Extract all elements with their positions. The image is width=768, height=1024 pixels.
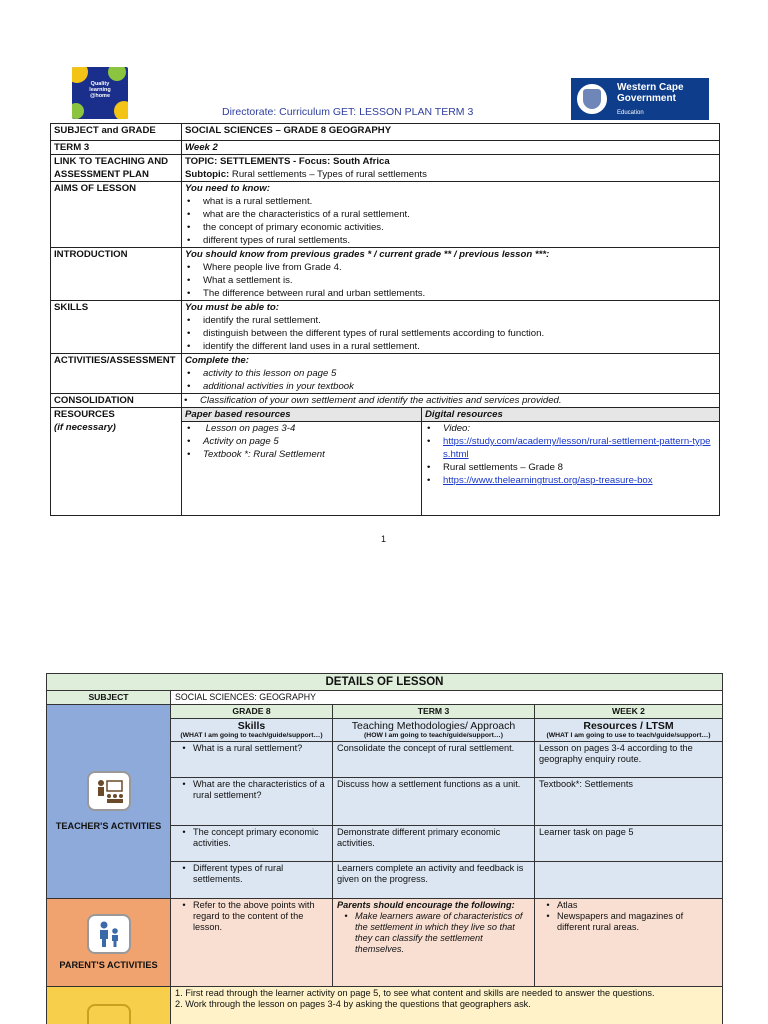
lesson-plan-table: SUBJECT and GRADE SOCIAL SCIENCES – GRADE 8 GEOGRAPHY TERM 3 Week 2 LINK TO TEACHING AND ASSESSMENT PLAN TOPIC: SETTLEMENTS - Focus: South Africa Subtopic: Rural settlements – Types of rural settlements AIMS OF LESSON You need to know: • what is a rural settlement. • what are the characteristics of a rural settlement. • the concept of primary economic activities. • different types of rural settlements. INTRODUCTION You should know from previous grades * / current grade ** / previous lesson ***: • Where people live from Grade 4. • What a settlement is. • The difference between rural and urban settlements. SKILLS You must be able to: • identify the rural settlement. • distinguish between the different types of rural settlements according to function. • identify the different land uses in a rural settlement. ACTIVITIES/ASSESSMENT Complete the: • activity to this lesson on page 5 • additional activities in your textbook CONSOLIDATION • Classification of your own settlement and identify the activities and services provided. RESOURCES (if necessary) Paper based resources • Lesson on pages 3-4 • Activity on page 5 • Textbook *: Rural Settlement Digital resources • Video: • https://study.com/academy/lesson/rural-settlement-pattern-types.html • Rural settlements – Grade 8 • https://www.thelearningtrust.org/asp-treasure-box xyxy=(50,123,720,516)
intro-heading: You should know from previous grades * / current grade ** / previous lesson ***: xyxy=(185,249,550,260)
term-value: Week 2 xyxy=(182,141,720,155)
list-item: • the concept of primary economic activities. xyxy=(187,222,384,233)
logo-blob xyxy=(114,101,128,119)
logo-text: Quality learning @home xyxy=(89,81,111,99)
list-item: • additional activities in your textbook xyxy=(187,381,354,392)
parent-skill: Refer to the above points with regard to the content of the lesson. xyxy=(193,900,315,932)
teacher-activities-label: TEACHER'S ACTIVITIES xyxy=(55,821,162,831)
quality-learning-logo xyxy=(72,67,128,119)
learner-step-2: 2. Work through the lesson on pages 3-4 by asking the questions that geographers ask. xyxy=(175,999,531,1009)
paper-resources-heading: Paper based resources xyxy=(182,408,421,422)
list-item: • Atlas xyxy=(546,900,578,910)
list-item: • Rural settlements – Grade 8 xyxy=(427,462,563,473)
consolidation-label: CONSOLIDATION xyxy=(51,394,182,408)
list-item: • what is a rural settlement. xyxy=(187,196,313,207)
table-row: • What is a rural settlement? Consolidate the concept of rural settlement. Lesson on pages 3-4 according to the geography enquiry route. xyxy=(47,742,723,778)
logo-blob xyxy=(72,103,84,119)
crest-icon xyxy=(575,82,609,116)
list-item: • identify the different land uses in a rural settlement. xyxy=(187,341,420,352)
list-item: • Textbook *: Rural Settlement xyxy=(187,449,325,460)
skills-label: SKILLS xyxy=(51,301,182,354)
introduction-label: INTRODUCTION xyxy=(51,248,182,301)
list-item: • what are the characteristics of a rural settlement. xyxy=(187,209,410,220)
list-item: • identify the rural settlement. xyxy=(187,315,321,326)
subtopic-value: Rural settlements – Types of rural settlements xyxy=(229,169,427,180)
list-item: • What a settlement is. xyxy=(187,275,293,286)
aims-heading: You need to know: xyxy=(185,183,270,194)
parent-activities-label: PARENT'S ACTIVITIES xyxy=(59,960,158,970)
grade-label: GRADE 8 xyxy=(171,705,333,719)
subject-label: SUBJECT and GRADE xyxy=(51,124,182,141)
wcg-title-line1: Western Cape xyxy=(617,82,684,93)
list-item: • Video: xyxy=(427,423,471,434)
resources-subheading: (WHAT I am going to use to teach/guide/support…) xyxy=(546,732,711,739)
learning-trust-link[interactable]: https://www.thelearningtrust.org/asp-treasure-box xyxy=(443,475,653,486)
list-item: • Lesson on pages 3-4 xyxy=(187,423,296,434)
teacher-icon xyxy=(87,771,131,811)
study-link[interactable]: https://study.com/academy/lesson/rural-settlement-pattern-types.html xyxy=(443,436,711,460)
topic: TOPIC: SETTLEMENTS - Focus: South Africa xyxy=(185,156,390,167)
learner-icon xyxy=(87,1004,131,1024)
subtopic-label: Subtopic: xyxy=(185,169,230,180)
table-row: • Different types of rural settlements. Learners complete an activity and feedback is given on the progress. xyxy=(47,862,723,899)
directorate-title: Directorate: Curriculum GET: LESSON PLAN TERM 3 xyxy=(222,106,474,118)
parent-method-heading: Parents should encourage the following: xyxy=(337,900,515,910)
logo-blob xyxy=(108,67,126,81)
list-item: • activity to this lesson on page 5 xyxy=(187,368,337,379)
resources-sub-label: (if necessary) xyxy=(54,422,116,433)
parent-method: Make learners aware of characteristics of the settlement in which they live so that they can classify the settlement themselves. xyxy=(355,911,523,954)
activities-label: ACTIVITIES/ASSESSMENT xyxy=(51,354,182,394)
resources-heading: Resources / LTSM xyxy=(583,720,674,732)
table-row: • The concept primary economic activities. Demonstrate different primary economic activities. Learner task on page 5 xyxy=(47,826,723,862)
term-label: TERM 3 xyxy=(51,141,182,155)
digital-resources-heading: Digital resources xyxy=(422,408,719,422)
methodologies-heading: Teaching Methodologies/ Approach xyxy=(351,720,516,732)
week-label: WEEK 2 xyxy=(535,705,723,719)
learner-step-1: 1. First read through the learner activity on page 5, to see what content and skills are needed to answer the questions. xyxy=(175,988,655,998)
wcg-title-line2: Government xyxy=(617,93,676,104)
skills-heading: Skills xyxy=(237,720,266,732)
skills-heading: You must be able to: xyxy=(185,302,279,313)
consolidation-text: Classification of your own settlement and identify the activities and services provided. xyxy=(200,395,562,406)
details-of-lesson-table: DETAILS OF LESSON SUBJECT SOCIAL SCIENCES: GEOGRAPHY TEACHER'S ACTIVITIES GRADE 8 TERM 3 WEEK 2 Skills (WHAT I am going to teach/guide/support…) Teaching Methodologies/ Approach (HOW I am going to teach/guide/support…) Resources / LTSM (WHAT I am going to use to teach/guide/support…) • What is a rural settlement? Consolidate the concept of rural settlement. Lesson on pages 3-4 according to the geography enquiry route. • What are the characteristics of a rural settlement? Discuss how a settlement functions as a unit. Textbook*: Settlements • The concept primary economic activities. Demonstrate different primary economic activities. Learner task on page 5 • Different types of rural settlements. Learners complete an activity and feedback is given on the progress. PARENT'S ACTIVITIES • Refer to the above points with regard to the content of the lesson. Parents should encourage the following: • Make learners aware of characteristics of the settlement in which they live so that they can classify the settlement themselves. • Atlas • Newspapers and magazines of different rural areas. 1. First read through the learner activity on page 5, to see what content and skills are needed to answer the questions. 2. Work through the lesson on pages 3-4 by asking the questions that geographers ask. xyxy=(46,673,723,1024)
table-row: • What are the characteristics of a rural settlement? Discuss how a settlement functions as a unit. Textbook*: Settlements xyxy=(47,778,723,826)
wcg-subtitle: Education xyxy=(617,110,644,116)
aims-label: AIMS OF LESSON xyxy=(51,182,182,248)
activities-heading: Complete the: xyxy=(185,355,249,366)
western-cape-government-logo xyxy=(571,78,709,120)
list-item: • Activity on page 5 xyxy=(187,436,279,447)
subject-value: SOCIAL SCIENCES – GRADE 8 GEOGRAPHY xyxy=(182,124,720,141)
list-item: • distinguish between the different types of rural settlements according to function. xyxy=(187,328,545,339)
subject-label: SUBJECT xyxy=(47,691,171,705)
skills-subheading: (WHAT I am going to teach/guide/support…) xyxy=(180,732,323,739)
resources-label: RESOURCES xyxy=(54,409,115,420)
subject-value: SOCIAL SCIENCES: GEOGRAPHY xyxy=(171,691,723,705)
term-label: TERM 3 xyxy=(333,705,535,719)
details-title: DETAILS OF LESSON xyxy=(47,674,723,691)
link-label: LINK TO TEACHING AND ASSESSMENT PLAN xyxy=(51,155,182,182)
list-item: • Where people live from Grade 4. xyxy=(187,262,342,273)
list-item: • Newspapers and magazines of different rural areas. xyxy=(546,911,684,932)
list-item: • different types of rural settlements. xyxy=(187,235,350,246)
parent-icon xyxy=(87,914,131,954)
page-number: 1 xyxy=(381,534,387,544)
methodologies-subheading: (HOW I am going to teach/guide/support…) xyxy=(364,732,503,739)
list-item: • The difference between rural and urban settlements. xyxy=(187,288,426,299)
